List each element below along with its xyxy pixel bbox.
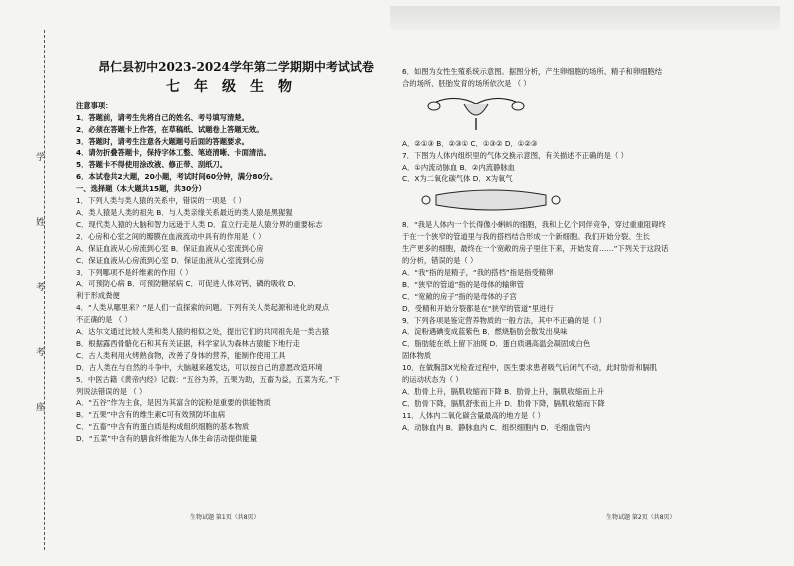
right-column [402,66,702,434]
question-line: 4．“人类从哪里来？”是人们一直探索的问题。下列有关人类起源和进化的观点 [76,303,329,313]
question-line: C．脂肪能在纸上留下油斑 D．蛋白质遇高温会凝固成白色 [402,339,591,349]
scan-shadow [390,6,780,30]
gas-exchange-diagram [416,187,566,213]
question-line: 列说法错误的是 （ ） [76,386,147,396]
question-line: C．保证血液从心房流到心室 D．保证血液从心室流到心房 [76,255,265,265]
question-line: 合的场所、胚胎发育的场所依次是 （ ） [402,78,531,88]
question-line: D．古人类在与自然的斗争中，大脑越来越发达，可以按自己的意愿改造环境 [76,362,323,372]
question-line: 11．人体内二氧化碳含量最高的地方是（ ） [402,410,545,420]
binding-label: 学 [36,153,46,163]
question-line: C．“宽敞的房子”指的是母体的子宫 [402,291,517,301]
binding-label: 考 [36,283,46,293]
question-line: C．现代类人猿的大脑和智力远逊于人类 D．直立行走是人猿分界的重要标志 [76,219,323,229]
note-item: 2．必须在答题卡上作答，在草稿纸、试题卷上答题无效。 [76,124,264,134]
question-line: 固体物质 [402,351,432,361]
exam-subtitle: 七年级生物 [166,78,306,95]
question-line: A．动脉血内 B．静脉血内 C．组织细胞内 D．毛细血管内 [402,422,591,432]
page-footer-right: 生物试题 第2页（共8页） [606,514,676,521]
question-line: C．肋骨下降，膈肌舒张而上升 D．肋骨下降，膈肌收缩而下降 [402,398,605,408]
binding-label: 考 [36,348,46,358]
question-line: 1．下列人类与类人猿的关系中，错误的一项是 （ ） [76,196,246,206]
question-line: 于在一个狭窄的管道里与我的搭档结合形成一个新细胞。我们开始分裂、生长 [402,232,651,242]
question-line: 的分析，错误的是（ ） [402,255,478,265]
female-reproductive-diagram [416,92,536,132]
question-line: A．“五谷”作为主食，是因为其富含的淀粉是重要的供能物质 [76,398,271,408]
note-item: 4．请勿折叠答题卡，保持字体工整、笔迹清晰、卡面清洁。 [76,148,271,158]
question-line: A．②①③ B．②③① C．①③② D．①②③ [402,138,538,148]
question-line: 7．下图为人体内组织里的气体交换示意图，有关描述不正确的是（ ） [402,150,628,160]
note-item: 5．答题卡不得使用涂改液、修正带、刮纸刀。 [76,160,228,170]
question-line: D．“五菜”中含有的膳食纤维能为人体生命活动提供能量 [76,434,258,444]
question-line: 生产更多的细胞，最终在一个宽敞的房子里住下来，开始发育……”下列关于这段话 [402,244,669,254]
binding-label: 座 [36,403,46,413]
question-line: 8．“我是人体内一个长得像小蝌蚪的细胞，我和上亿个同伴竞争，穿过重重阻碍终 [402,220,666,230]
question-line: A．类人猿是人类的祖先 B．与人类亲缘关系最近的类人猿是黑猩猩 [76,207,293,217]
question-line: 5．中医古籍《黄帝内经》记载：“五谷为养，五果为助，五畜为益，五菜为充。”下 [76,374,340,384]
question-line: D．受精和开始分裂都是在“狭窄的管道”里进行 [402,303,554,313]
question-line: C．“五畜”中含有的蛋白质是构成组织细胞的基本物质 [76,422,250,432]
question-line: C．X为二氧化碳气体 D．X为氧气 [402,174,513,184]
binding-margin [0,0,60,566]
binding-label: 姓 [36,218,46,228]
question-line: 10．在做胸部X光检查过程中，医生要求患者吸气后闭气不动，此时肋骨和膈肌 [402,363,658,373]
question-line: 3．下列哪项不是纤维素的作用（ ） [76,267,193,277]
section-heading: 一、选择题（本大题共15题，共30分） [76,184,206,194]
question-line: A．达尔文通过比较人类和类人猿的相似之处，提出它们的共同祖先是一类古猿 [76,327,330,337]
question-line: 的运动状态为（ ） [402,375,463,385]
question-line: C．古人类利用火烤熟食物，改善了身体的营养，能制作使用工具 [76,350,286,360]
note-item: 6．本试卷共2大题，20小题，考试时间60分钟，满分80分。 [76,172,278,182]
question-line: A．淀粉遇碘变成蓝紫色 B．燃烧脂肪会散发出臭味 [402,327,568,337]
question-line: B．根据露西骨骼化石和其有关证据，科学家认为森林古猿能下地行走 [76,338,300,348]
question-line: A．保证血液从心房流到心室 B．保证血液从心室流到心房 [76,243,264,253]
question-line: A．肋骨上升，膈肌收缩而下降 B．肋骨上升，膈肌收缩而上升 [402,386,605,396]
question-line: B．“狭窄的管道”指的是母体的输卵管 [402,279,525,289]
question-line: B．“五果”中含有的维生素C可有效预防坏血病 [76,410,226,420]
note-item: 1．答题前，请考生先将自己的姓名、考号填写清楚。 [76,112,249,122]
question-line: 6．如图为女性生殖系统示意图。据图分析，产生卵细胞的场所、精子和卵细胞结 [402,67,663,76]
question-line: 9．下列各项是鉴定营养物质的一般方法，其中不正确的是（ ） [402,315,606,325]
exam-title: 昂仁县初中2023-2024学年第二学期期中考试试卷 [98,60,374,74]
question-line: A．“我”指的是精子，“我的搭档”指是指受精卵 [402,267,554,277]
question-line: A．①内流动脉血 B．②内流静脉血 [402,162,515,172]
question-line: 利于形成粪便 [76,291,120,301]
left-column [76,60,396,445]
note-item: 3．答题时，请考生注意各大题题号后面的答题要求。 [76,136,249,146]
question-line: 不正确的是 （ ） [76,315,132,325]
question-line: 2．心房和心室之间的瓣膜在血液流动中具有的作用是（ ） [76,231,266,241]
question-line: A．可预防心病 B．可预防糖尿病 C．可促进人体对钙、磷的吸收 D． [76,279,301,289]
notes-title: 注意事项： [76,100,113,110]
page-footer-left: 生物试题 第1页（共8页） [190,514,260,521]
